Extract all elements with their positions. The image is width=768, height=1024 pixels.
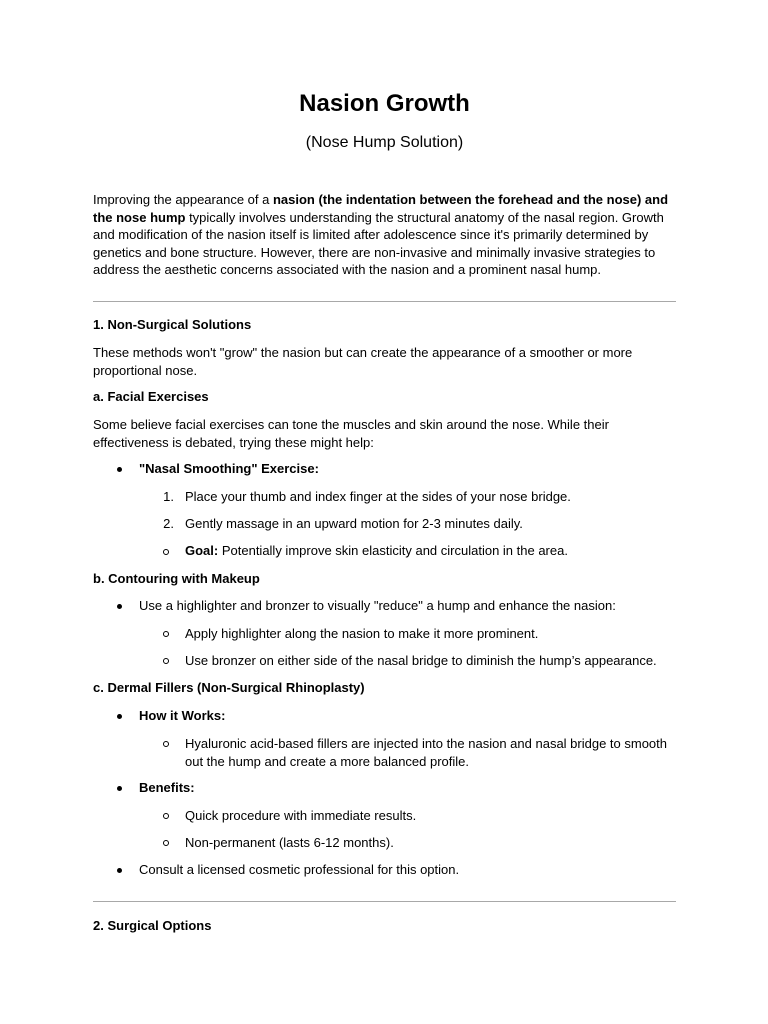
section-1-text: These methods won't "grow" the nasion but can create the appearance of a smoother or more proportional nose. [93,345,633,378]
divider [93,901,676,902]
goal-text: Potentially improve skin elasticity and circulation in the area. [218,543,568,558]
how-it-works-bullet: How it Works: [139,708,226,723]
intro-paragraph [93,191,676,279]
benefit-item: Non-permanent (lasts 6-12 months). [185,835,394,850]
divider [93,301,676,302]
subsection-a-heading: a. Facial Exercises [93,389,209,404]
goal-label: Goal: [185,543,219,558]
section-2-heading: 2. Surgical Options [93,918,212,933]
sub-bullet-circle [163,741,169,747]
nasal-smoothing-bullet: "Nasal Smoothing" Exercise: [139,461,319,476]
contouring-sub-item: Use bronzer on either side of the nasal bridge to diminish the hump’s appearance. [185,653,657,668]
sub-bullet-circle [163,631,169,637]
page-subtitle: (Nose Hump Solution) [305,134,464,151]
bullet-dot [117,714,122,719]
contouring-bullet: Use a highlighter and bronzer to visually "reduce" a hump and enhance the nasion: [139,598,616,613]
bullet-dot [117,786,122,791]
page-title: Nasion Growth [299,90,470,117]
benefits-bullet: Benefits: [139,780,195,795]
step-text: Gently massage in an upward motion for 2-3 minutes daily. [185,516,523,531]
sub-bullet-circle [163,658,169,664]
consult-bullet: Consult a licensed cosmetic professional for this option. [139,862,460,877]
bullet-dot [117,868,122,873]
how-it-works-text: Hyaluronic acid-based fillers are injected into the nasion and nasal bridge to smooth out the hump and create a more balanced profile. [185,736,668,769]
subsection-b-heading: b. Contouring with Makeup [93,571,260,586]
sub-bullet-circle [163,840,169,846]
step-text: Place your thumb and index finger at the sides of your nose bridge. [185,489,571,504]
sub-bullet-circle [163,813,169,819]
goal-line [185,542,676,560]
benefit-item: Quick procedure with immediate results. [185,808,417,823]
subsection-c-heading: c. Dermal Fillers (Non-Surgical Rhinoplasty) [93,680,365,695]
sub-bullet-circle [163,549,169,555]
intro-text-bold: nasion (the indentation between the forehead and the nose) and the nose hump [93,192,669,225]
intro-text-pre: Improving the appearance of a [93,192,273,207]
section-1-heading: 1. Non-Surgical Solutions [93,317,252,332]
step-number: 2. [163,516,174,531]
bullet-dot [117,467,122,472]
intro-text-post: typically involves understanding the structural anatomy of the nasal region. Growth and modification of the nasion itself is limited after adolescence since it's primarily determined by genetics and bone structure. However, there are non-invasive and minimally invasive strategies to address the aesthetic concerns associated with the nasion and a prominent nasal hump. [93,209,664,277]
bullet-dot [117,604,122,609]
subsection-a-text: Some believe facial exercises can tone the muscles and skin around the nose. While their effectiveness is debated, trying these might help: [93,417,609,450]
contouring-sub-item: Apply highlighter along the nasion to make it more prominent. [185,626,539,641]
step-number: 1. [163,489,174,504]
